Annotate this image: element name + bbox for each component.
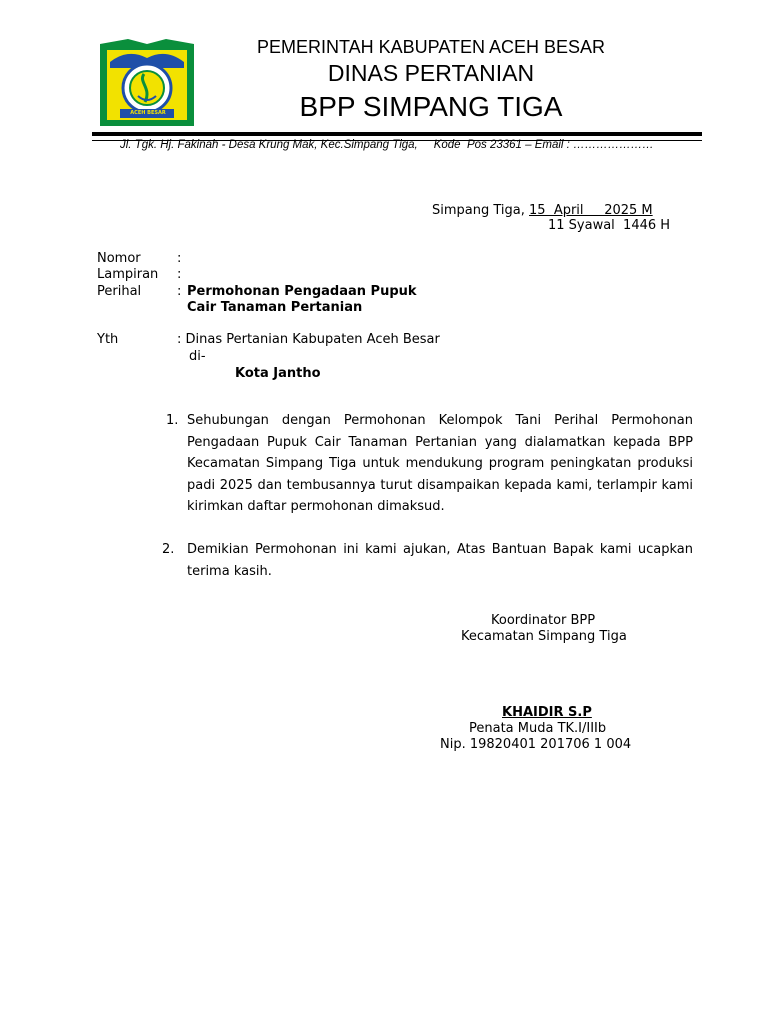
office-address: Jl. Tgk. Hj. Fakinah - Desa Krung Mak, Kec.Simpang Tiga, Kode Pos 23361 – Email : ………………… (120, 139, 654, 151)
perihal-line-2: Cair Tanaman Pertanian (187, 300, 363, 315)
lampiran-colon: : (177, 267, 182, 282)
lampiran-label: Lampiran (97, 267, 159, 282)
signer-title-1: Koordinator BPP (491, 613, 596, 628)
header-rule-thick (92, 132, 702, 136)
perihal-colon: : (177, 284, 182, 299)
recipient-name: : Dinas Pertanian Kabupaten Aceh Besar (177, 332, 440, 347)
letter-date (432, 203, 653, 219)
nomor-label: Nomor (97, 251, 141, 266)
date-place: Simpang Tiga, (432, 203, 530, 218)
agency-name: DINAS PERTANIAN (327, 60, 535, 86)
item-number-2: 2. (162, 542, 175, 557)
signer-nip: Nip. 19820401 201706 1 004 (440, 737, 632, 752)
office-name: BPP SIMPANG TIGA (299, 91, 563, 122)
recipient-label: Yth (97, 332, 119, 347)
body-paragraph-1: Sehubungan dengan Permohonan Kelompok Tani Perihal Permohonan Pengadaan Pupuk Cair Tanaman Pertanian yang dialamatkan kepada BPP Kecamatan Simpang Tiga untuk mendukung program peningkatan produksi padi 2025 dan tembusannya turut disampaikan kepada kami, terlampir kami kirimkan daftar permohonan dimaksud. (187, 413, 693, 515)
government-name: PEMERINTAH KABUPATEN ACEH BESAR (256, 37, 606, 57)
signer-title-2: Kecamatan Simpang Tiga (461, 629, 627, 644)
nomor-colon: : (177, 251, 182, 266)
perihal-line-1: Permohonan Pengadaan Pupuk (187, 284, 417, 299)
date-gregorian: 15 April 2025 M (529, 203, 653, 218)
perihal-label: Perihal (97, 284, 142, 299)
recipient-di: di- (189, 349, 206, 364)
signer-name: KHAIDIR S.P (502, 705, 592, 720)
signer-rank: Penata Muda TK.I/IIIb (469, 721, 607, 736)
body-paragraph-2: Demikian Permohonan ini kami ajukan, Atas Bantuan Bapak kami ucapkan terima kasih. (187, 542, 693, 579)
date-hijri: 11 Syawal 1446 H (548, 218, 671, 233)
item-number-1: 1. (166, 413, 179, 428)
logo-caption: ACEH BESAR (130, 110, 166, 116)
recipient-city: Kota Jantho (235, 366, 321, 381)
